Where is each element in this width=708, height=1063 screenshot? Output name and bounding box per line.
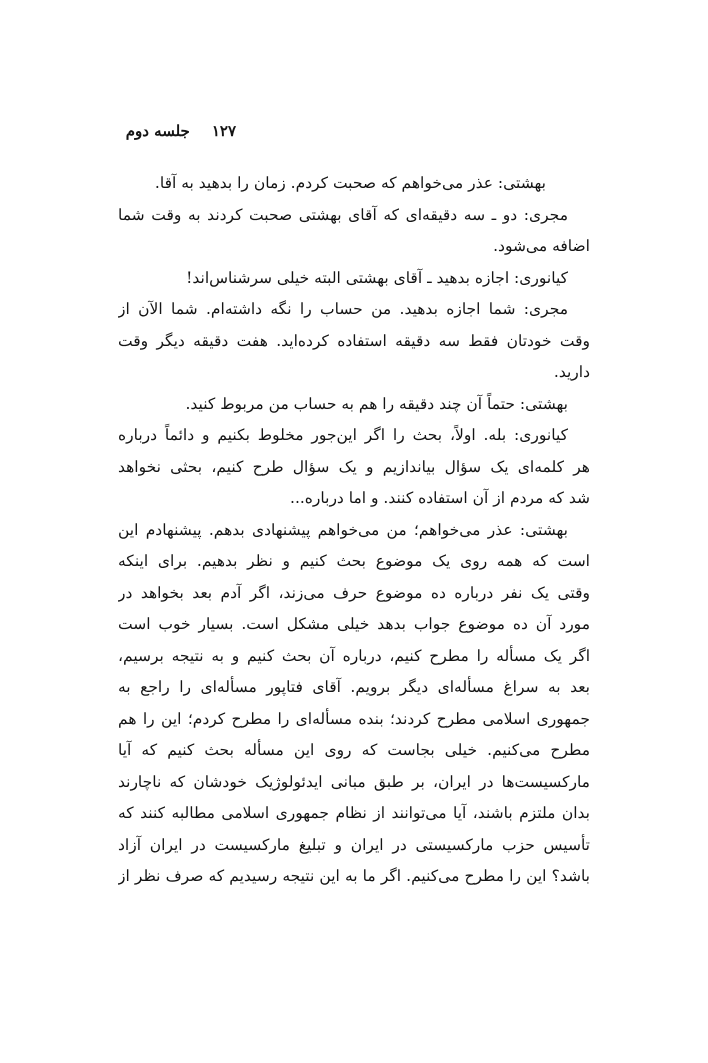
paragraph-moderator-time	[118, 200, 590, 263]
text-line: مجری: شما اجازه بدهید. من حساب را نگه داشته‌ام. شما الآن از	[118, 300, 568, 318]
text-line: اگر یک مسأله را مطرح کنیم، درباره آن بحث کنیم و به نتیجه برسیم،	[118, 646, 590, 665]
text-line: جمهوری اسلامی مطرح کردند؛ بنده مسأله‌ای را مطرح کردم؛ این را هم	[118, 709, 590, 728]
paragraph-beheshti-proposal	[118, 515, 590, 893]
page-number: ۱۲۷	[211, 122, 236, 140]
text-line: بدان ملتزم باشند، آیا می‌توانند از نظام جمهوری اسلامی مطالبه کنند که	[118, 804, 590, 822]
text-line: مارکسیست‌ها در ایران، بر طبق مبانی ایدئولوژیک خودشان که ناچارند	[118, 772, 590, 791]
paragraph-kianouri-remark	[118, 263, 590, 295]
text-line: مجری: دو ـ سه دقیقه‌ای که آقای بهشتی صحبت کردند به وقت شما	[118, 205, 568, 224]
text-line: شد که مردم از آن استفاده کنند. و اما درباره...	[290, 489, 590, 507]
section-title: جلسه دوم	[125, 122, 190, 140]
text-line: تأسیس حزب مارکسیستی در ایران و تبلیغ مارکسیست در ایران آزاد	[118, 835, 590, 854]
paragraph-beheshti-count-minutes	[118, 389, 590, 421]
text-line: بهشتی: عذر می‌خواهم که صحبت کردم. زمان را بدهید به آقا.	[154, 174, 546, 192]
text-line: بهشتی: عذر می‌خواهم؛ من می‌خواهم پیشنهادی بدهم. پیشنهادم این	[118, 520, 568, 539]
running-header	[116, 120, 236, 142]
text-line: اضافه می‌شود.	[493, 237, 590, 255]
text-line: بهشتی: حتماً آن چند دقیقه را هم به حساب من مربوط کنید.	[185, 394, 568, 413]
text-line: مطرح می‌کنیم. خیلی بجاست که روی این مسأله بحث کنیم که آیا	[118, 741, 590, 759]
text-line: وقتی یک نفر درباره ده موضوع حرف می‌زند، اگر آدم بعد بخواهد در	[118, 583, 590, 602]
text-line: است که همه روی یک موضوع بحث کنیم و نظر بدهیم. برای اینکه	[118, 552, 590, 570]
text-line: کیانوری: اجازه بدهید ـ آقای بهشتی البته خیلی سرشناس‌اند!	[186, 268, 568, 287]
text-line: بعد به سراغ مسأله‌ای دیگر برویم. آقای فتاپور مسأله‌ای را راجع به	[118, 678, 590, 696]
body-text	[118, 168, 590, 893]
text-line: کیانوری: بله. اولاً، بحث را اگر این‌جور مخلوط بکنیم و دائماً درباره	[118, 426, 568, 444]
text-line: وقت خودتان فقط سه دقیقه استفاده کرده‌اید. هفت دقیقه دیگر وقت	[118, 331, 590, 350]
paragraph-moderator-remaining-time	[118, 294, 590, 389]
text-line: هر کلمه‌ای یک سؤال بیاندازیم و یک سؤال طرح کنیم، بحثی نخواهد	[118, 457, 590, 476]
text-line: مورد آن ده موضوع جواب بدهد خیلی مشکل است. بسیار خوب است	[118, 615, 590, 633]
text-line: دارید.	[553, 363, 590, 381]
text-line: باشد؟ این را مطرح می‌کنیم. اگر ما به این نتیجه رسیدیم که صرف نظر از	[118, 867, 590, 885]
paragraph-beheshti-apology	[118, 168, 590, 200]
paragraph-kianouri-debate	[118, 420, 590, 515]
